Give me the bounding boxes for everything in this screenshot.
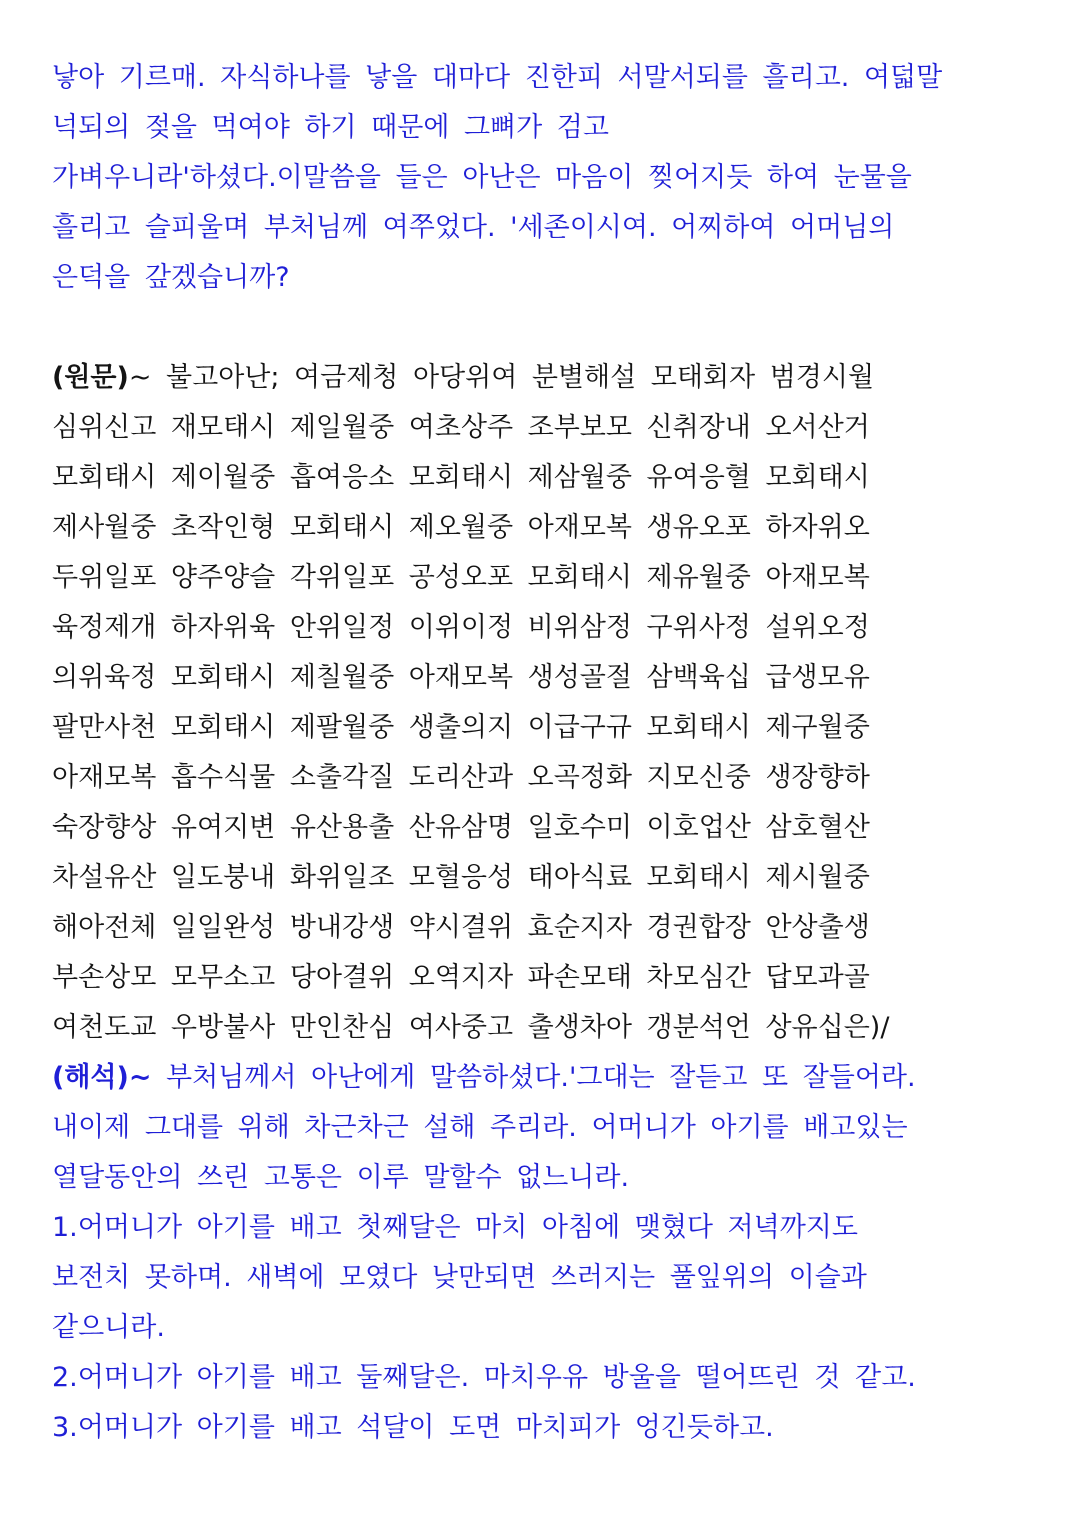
- original-line: 심위신고 재모태시 제일월중 여초상주 조부보모 신취장내 오서산거: [52, 412, 870, 443]
- original-line: 육정제개 하자위육 안위일정 이위이정 비위삼정 구위사정 설위오정: [52, 612, 870, 643]
- translation-first-line: [52, 1053, 916, 1103]
- intro-line: 낳아 기르매. 자식하나를 낳을 대마다 진한피 서말서되를 흘리고. 여덟말: [52, 62, 943, 93]
- original-line: 의위육정 모회태시 제칠월중 아재모복 생성골절 삼백육십 급생모유: [52, 662, 870, 693]
- original-line: 팔만사천 모회태시 제팔월중 생출의지 이급구규 모회태시 제구월중: [52, 712, 870, 743]
- original-line: 숙장향상 유여지변 유산용출 산유삼명 일호수미 이호업산 삼호혈산: [52, 812, 870, 843]
- original-line: 차설유산 일도붕내 화위일조 모혈응성 태아식료 모회태시 제시월중: [52, 862, 870, 893]
- translation-line: 보전치 못하며. 새벽에 모였다 낮만되면 쓰러지는 풀잎위의 이슬과: [52, 1262, 867, 1293]
- translation-line: 3.어머니가 아기를 배고 석달이 도면 마치피가 엉긴듯하고.: [52, 1412, 774, 1443]
- translation-line: 같으니라.: [52, 1312, 165, 1343]
- intro-line: 은덕을 갚겠습니까?: [52, 262, 290, 293]
- original-line: 모회태시 제이월중 흡여응소 모회태시 제삼월중 유여응혈 모회태시: [52, 462, 870, 493]
- intro-line: 넉되의 젖을 먹여야 하기 때문에 그뼈가 검고: [52, 112, 609, 143]
- translation-line: 내이제 그대를 위해 차근차근 설해 주리라. 어머니가 아기를 배고있는: [52, 1112, 908, 1143]
- original-line: 여천도교 우방불사 만인찬심 여사중고 출생차아 갱분석언 상유십은)/: [52, 1012, 890, 1043]
- original-line: 아재모복 흡수식물 소출각질 도리산과 오곡정화 지모신중 생장향하: [52, 762, 870, 793]
- translation-line: 열달동안의 쓰린 고통은 이루 말할수 없느니라.: [52, 1162, 630, 1193]
- translation-label: (해석)~: [52, 1062, 152, 1093]
- intro-line: 흘리고 슬피울며 부처님께 여쭈었다. '세존이시여. 어찌하여 어머님의: [52, 212, 895, 243]
- original-line: 해아전체 일일완성 방내강생 약시결위 효순지자 경권합장 안상출생: [52, 912, 870, 943]
- translation-line: 2.어머니가 아기를 배고 둘째달은. 마치우유 방울을 떨어뜨린 것 같고.: [52, 1362, 916, 1393]
- intro-line: 가벼우니라'하셨다.이말씀을 들은 아난은 마음이 찢어지듯 하여 눈물을: [52, 162, 912, 193]
- original-line: 제사월중 초작인형 모회태시 제오월중 아재모복 생유오포 하자위오: [52, 512, 870, 543]
- original-line: 두위일포 양주양슬 각위일포 공성오포 모회태시 제유월중 아재모복: [52, 562, 870, 593]
- original-first-line: [52, 353, 874, 403]
- translation-text: 부처님께서 아난에게 말씀하셨다.'그대는 잘듣고 또 잘들어라.: [151, 1062, 916, 1093]
- original-line: 부손상모 모무소고 당아결위 오역지자 파손모태 차모심간 답모과골: [52, 962, 870, 993]
- original-label: (원문): [52, 362, 129, 393]
- original-text: ~ 불고아난; 여금제청 아당위여 분별해설 모태회자 범경시월: [128, 362, 875, 393]
- translation-line: 1.어머니가 아기를 배고 첫째달은 마치 아침에 맺혔다 저녁까지도: [52, 1212, 858, 1243]
